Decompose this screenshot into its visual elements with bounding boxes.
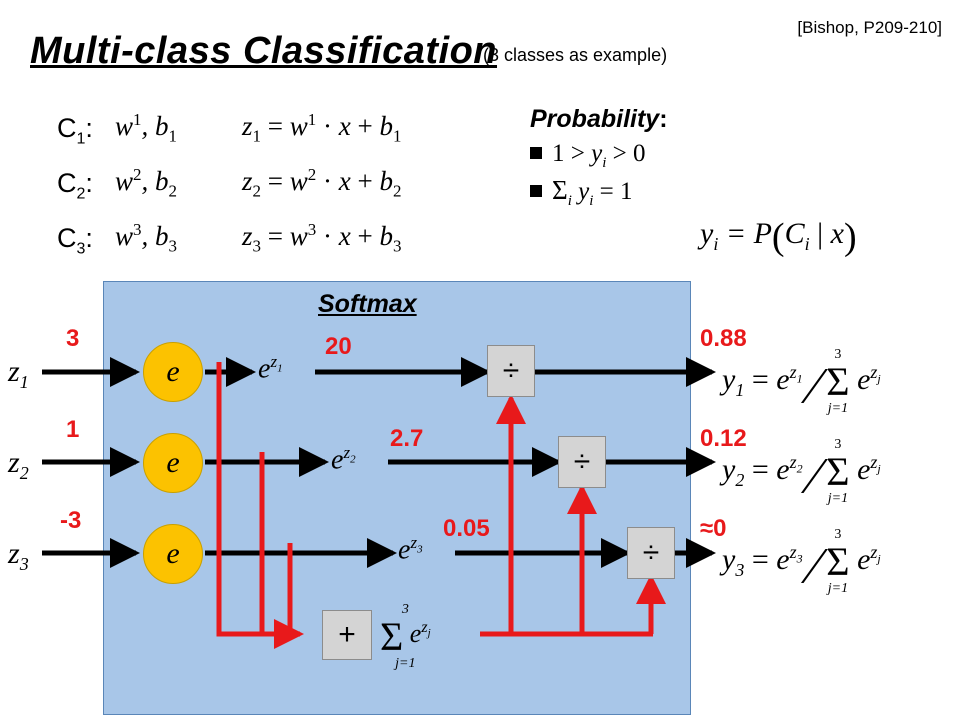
output-equation-y3: $y_3 = e^{z_3}$ ∕ 3 Σ j=1 $e^{z_j}$	[722, 527, 881, 596]
exp-expression-z3: $e^{z_3}$	[398, 533, 423, 566]
output-equation-y2: $y_2 = e^{z_2}$ ∕ 3 Σ j=1 $e^{z_j}$	[722, 437, 881, 506]
class-1-equation: $z_1 = w^1 \cdot x + b_1$	[242, 110, 402, 146]
citation-text: [Bishop, P209-210]	[797, 18, 942, 37]
exp-expression-z2: $e^{z_2}$	[331, 443, 356, 476]
output-equation-y1: $y_1 = e^{z_1}$ ∕ 3 Σ j=1 $e^{z_j}$	[722, 347, 881, 416]
probability-formula: $y_i = P(C_i$ | x)	[700, 216, 857, 258]
softmax-label: Softmax	[318, 290, 417, 318]
input-label-z1: $z_1$	[8, 355, 29, 392]
input-value-z3: -3	[60, 507, 82, 534]
sum-denominator-3: 3 Σ j=1	[826, 527, 850, 596]
class-3-subscript: 3	[76, 240, 86, 258]
title-note: (3 classes as example)	[483, 45, 668, 65]
divide-box-3: ÷	[627, 527, 675, 579]
output-value-y1: 0.88	[700, 325, 747, 352]
divide-box-1: ÷	[487, 345, 535, 397]
probability-item-2	[530, 175, 633, 210]
output-value-y2: 0.12	[700, 425, 747, 452]
sum-lower-limit: j=1	[395, 656, 416, 671]
class-1-subscript: 1	[76, 130, 86, 148]
class-3-equation: $z_3 = w^3 \cdot x + b_3$	[242, 220, 402, 256]
output-value-y3: ≈0	[700, 515, 727, 542]
sum-denominator-1: 3 Σ j=1	[826, 347, 850, 416]
probability-item-1	[530, 140, 646, 172]
probability-item-1-text: $1 > y_i > 0$	[552, 140, 646, 171]
exp-node-3: e	[143, 524, 203, 584]
divide-box-2: ÷	[558, 436, 606, 488]
probability-colon: :	[659, 105, 668, 133]
sum-expression: 3 Σ $e^{z_j}$ j=1	[380, 602, 431, 671]
sum-upper-limit: 3	[401, 602, 409, 617]
probability-item-2-text: $\Sigma_i$ $y_i = 1$	[552, 175, 633, 209]
sigma-symbol: Σ	[380, 614, 404, 659]
probability-heading	[530, 105, 668, 134]
class-label-1: $C_1$:	[57, 113, 93, 148]
exp-node-1: e	[143, 342, 203, 402]
input-value-z2: 1	[66, 416, 80, 443]
input-value-z1: 3	[66, 325, 80, 352]
exp-value-3: 0.05	[443, 515, 490, 542]
class-2-params: $w^2$, $b_2$	[115, 165, 178, 201]
input-label-z2: $z_2$	[8, 446, 29, 483]
class-1-params: $w^1$, $b_1$	[115, 110, 178, 146]
bullet-square-icon	[530, 185, 542, 197]
page-title: Multi-class Classification	[30, 30, 498, 72]
class-2-equation: $z_2 = w^2 \cdot x + b_2$	[242, 165, 402, 201]
class-3-params: $w^3$, $b_3$	[115, 220, 178, 256]
bullet-square-icon	[530, 147, 542, 159]
exp-expression-z1: $e^{z_1}$	[258, 352, 283, 385]
probability-heading-text: Probability	[530, 105, 660, 133]
class-2-subscript: 2	[76, 185, 86, 203]
class-label-2: $C_2$:	[57, 168, 93, 203]
input-label-z3: $z_3$	[8, 537, 29, 574]
class-label-3: $C_3$:	[57, 223, 93, 258]
exp-node-2: e	[143, 433, 203, 493]
plus-box: +	[322, 610, 372, 660]
sum-denominator-2: 3 Σ j=1	[826, 437, 850, 506]
exp-value-1: 20	[325, 333, 352, 360]
exp-value-2: 2.7	[390, 425, 424, 452]
